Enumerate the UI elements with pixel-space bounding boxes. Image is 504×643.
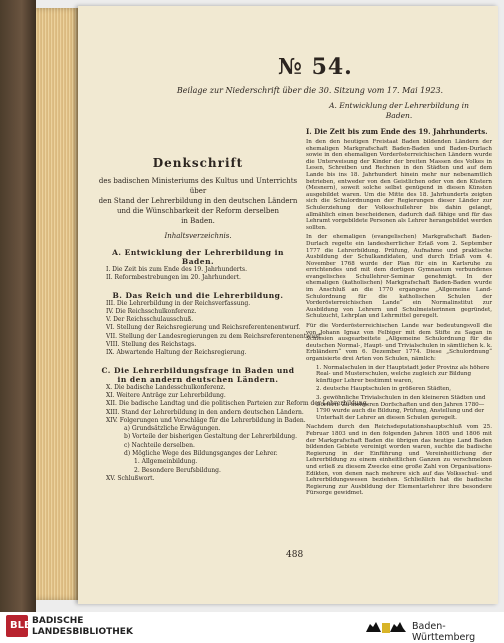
toc-item: XIV. Folgerungen und Vorschläge für die Lehrerbildung in Baden. [106, 416, 306, 424]
doc-title: Denkschrift [152, 156, 244, 170]
toc-item: III. Die Lehrerbildung in der Reichsverfassung. [106, 299, 251, 307]
list-item: 2. deutsche Hauptschulen in größeren Städten, [316, 386, 452, 393]
section-heading: A. Entwicklung der Lehrerbildung in [329, 101, 469, 110]
toc-item: XIII. Stand der Lehrerbildung in den andern deutschen Ländern. [106, 408, 304, 416]
title-line: über [189, 187, 207, 195]
toc-item: XI. Weitere Anträge zur Lehrerbildung. [106, 391, 226, 399]
beilage-line: Beilage zur Niederschrift über die 30. Sitzung vom 17. Mai 1923. [176, 86, 444, 95]
footer-banner [0, 612, 504, 641]
document-page [78, 6, 498, 604]
body-paragraph: Nachdem durch den Reichsdeputationshauptschluß vom 25. Februar 1803 und in den folgenden Jahren 1805 und 1806 mit der Markgrafschaft Baden die übrigen das heutige Land Baden bildenden Gebiete vereinigt worden waren, suchte die badische Regierung in der Einführung und Vereinheitlichung der Lehrerbildung zu einem einheitlichen Ganzen zu verschmelzen und erließ zu diesem Zwecke eine große Zahl von Organisations-Edikten, von denen nach mehrere sich auf das Volksschul- und Lehrerbildungswesen beziehen. Schließlich hat die badische Regierung zur Ausbildung der Elementarlehrer ihre besondere Fürsorge gewidmet. [306, 424, 492, 497]
state-name: Baden-Württemberg [412, 621, 476, 643]
page-edges [36, 8, 80, 600]
toc-item: I. Die Zeit bis zum Ende des 19. Jahrhunderts. [106, 266, 248, 273]
left-column [98, 156, 369, 483]
toc-section-c: C. Die Lehrerbildungsfrage in Baden und in den andern deutschen Ländern. [101, 365, 295, 384]
page-number: 488 [286, 550, 304, 560]
body-paragraph: In der ehemaligen (evangelischen) Markgrafschaft Baden-Durlach regelte ein landesherrlicher Erlaß vom 2. September 1777 die Lehrerbildung. Prüfung, Aufnahme und praktische Ausbildung der Schulkandidaten, und durch Erlaß vom 4. November 1768 wurde der Plan für ein in Karlsruhe zu errichtendes und mit dem dortigen Gymnasium verbundenes evangelisches Schullehrer-Seminar genehmigt. In der ehemaligen (katholischen) Markgrafschaft Baden-Baden wurde im Anschluß an die 1770 ergangene „Allgemeine Land-Schulordnung für die katholischen Schulen der Vorderösterreichischen Lande“ ein Normalinstitut zur Ausbildung von Lehrern und Schulmeisterinnen gegründet, Schulzucht, Lehrplan und Lehrmittel geregelt. [306, 234, 492, 320]
toc-heading: Inhaltsverzeichnis. [164, 232, 232, 240]
toc-subitem: d) Mögliche Wege des Bildungsganges der Lehrer. [124, 450, 278, 458]
toc-item: VII. Stellung der Landesregierungen zu dem Reichsreferentenentwurf. [106, 332, 322, 340]
toc-item: VIII. Stellung des Reichstags. [106, 341, 197, 349]
body-paragraph: Für die Vorderösterreichischen Lande war bedeutungsvoll die von Johann Ignaz von Felbiger mit dem Stifte zu Sagan in Schlesien ausgearbeitete „Allgemeine Schulordnung für die deutschen Normal-, Haupt- und Trivialschulen in sämtlichen k. k. Erbländern“ vom 6. Dezember 1774. Diese „Schulordnung“ organisierte drei Arten von Schulen, nämlich: [306, 323, 492, 362]
toc-item: XV. Schlußwort. [106, 474, 155, 482]
list-item: 3. gewöhnliche Trivialschulen in den kleineren Städten und Dörfern. Zu mehreren Dorfschaften und den Jahren 1780—1790 wurde auch die Bildung, Prüfung, Anstellung und der Unterhalt der Lehrer an diesen Schulen geregelt. [316, 394, 486, 421]
toc-item: VI. Stellung der Reichsregierung und Reichsreferentenentwurf. [106, 324, 301, 332]
toc-subitem: b) Vorteile der bisherigen Gestaltung der Lehrerbildung. [124, 433, 298, 441]
toc-subitem: a) Grundsätzliche Erwägungen. [124, 425, 221, 433]
toc-section-b: B. Das Reich und die Lehrerbildung. [112, 290, 284, 300]
book-cover [0, 0, 36, 612]
document-number: № 54. [278, 54, 353, 80]
toc-item: II. Reformbestrebungen im 20. Jahrhundert. [106, 274, 241, 282]
subsection-heading: I. Die Zeit bis zum Ende des 19. Jahrhunderts. [306, 127, 488, 136]
state-lions-icon [364, 618, 408, 636]
section-heading: Baden. [385, 111, 413, 120]
blb-logo-icon [6, 615, 32, 637]
title-line: und die Wünschbarkeit der Reform derselben [116, 207, 280, 215]
list-item: 1. Normalschulen in der Hauptstadt jeder Provinz als höhere Real- und Musterschulen, welche zugleich zur Bildung künftiger Lehrer bestimmt waren, [316, 364, 490, 384]
library-name [32, 616, 133, 638]
toc-subsubitem: 1. Allgemeinbildung. [134, 458, 198, 466]
right-column [306, 101, 492, 497]
toc-item: V. Der Reichsschulausschuß. [106, 316, 194, 324]
title-line: in Baden. [181, 217, 215, 225]
body-paragraph: In den den heutigen Freistaat Baden bildenden Ländern der ehemaligen Markgrafschaft Baden-Baden und Baden-Durlach sowie in den ehemaligen Vorderösterreichischen Ländern wurde die Unterweisung der Kinder der breiten Massen des Volkes in Lesen, Schreiben und Rechnen in den Städten und auf dem Lande bis ins 18. Jahrhundert hinein mehr nur nebenamtlich betrieben, entweder von den Geistlichen oder von den Küstern (Mesnern), soweit solche selbst genügend in diesen Künsten ausgebildet waren. Um die Mitte des 18. Jahrhunderts zeigten sich die Schulordnungen der Regierungen dieser Länder zur Schulerziehung der Volksschullehrer bis dahin gelangt, allmählich einen bescheidenen, dadurch daß fähige und für das Lehramt vorgebildete Personen als Lehrer herangebildet werden sollten. [306, 139, 492, 231]
toc-item: IX. Abwartende Haltung der Reichsregierung. [106, 349, 247, 357]
toc-section-a: A. Entwicklung der Lehrerbildung in Baden. [112, 248, 284, 266]
toc-subsubitem: 2. Besondere Berufsbildung. [134, 466, 221, 474]
title-line: den Stand der Lehrerbildung in den deutschen Ländern [98, 197, 298, 205]
title-line: des badischen Ministeriums des Kultus und Unterrichts [98, 177, 298, 185]
toc-subitem: c) Nachteile derselben. [124, 441, 195, 449]
toc-item: XII. Die badische Landtag und die politischen Parteien zur Reform der Lehrerbildung. [106, 400, 369, 408]
library-name-line2: LANDESBIBLIOTHEK [32, 627, 133, 637]
toc-item: X. Die badische Landesschulkonferenz. [106, 383, 226, 391]
toc-item: IV. Die Reichsschulkonferenz. [106, 307, 197, 315]
library-name-line1: BADISCHE [32, 616, 84, 626]
blb-logo-text: BLB [10, 620, 32, 631]
